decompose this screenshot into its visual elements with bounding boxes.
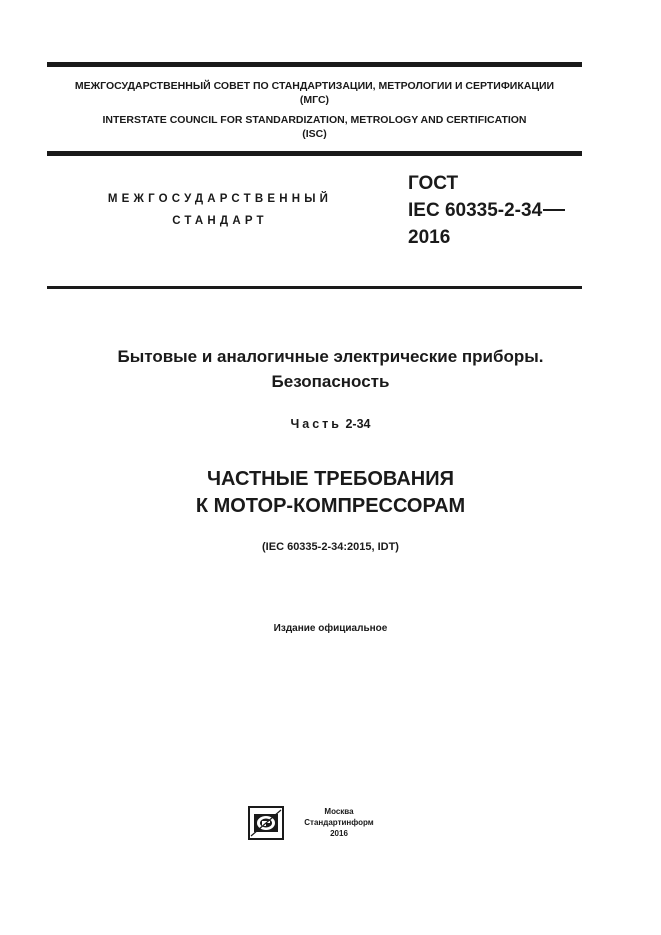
edition-label: Издание официальное (273, 623, 388, 634)
gost-designation (408, 170, 565, 251)
part-number: 2-34 (345, 417, 371, 431)
council-ru-abbr: (МГС) (299, 94, 330, 106)
standartinform-logo-icon (248, 806, 284, 840)
document-title (0, 344, 661, 394)
publisher-name: Стандартинформ (304, 818, 374, 827)
publisher-year: 2016 (330, 829, 348, 838)
header-rule (47, 151, 582, 156)
publisher-text (294, 806, 384, 839)
part-label (0, 415, 661, 433)
gost-prefix: ГОСТ (408, 173, 459, 194)
subtitle-line2: К МОТОР-КОМПРЕССОРАМ (195, 495, 466, 517)
top-rule (47, 62, 582, 67)
subtitle-line1: ЧАСТНЫЕ ТРЕБОВАНИЯ (207, 468, 454, 490)
gost-year: 2016 (408, 227, 451, 248)
part-word: Часть (290, 417, 342, 431)
publisher-city: Москва (324, 807, 354, 816)
council-en: INTERSTATE COUNCIL FOR STANDARDIZATION, METROLOGY AND CERTIFICATION (102, 114, 527, 126)
gost-number: IEC 60335-2-34 (408, 200, 543, 221)
publisher-block (248, 806, 398, 840)
standard-label (60, 188, 380, 232)
document-subtitle (0, 466, 661, 520)
title-line2: Безопасность (271, 372, 390, 391)
gost-number-row (408, 197, 565, 224)
standard-label-line2: СТАНДАРТ (172, 215, 268, 227)
title-line1: Бытовые и аналогичные электрические приборы. (117, 347, 544, 366)
council-header (47, 79, 582, 141)
gost-dash (543, 209, 565, 211)
council-en-abbr: (ISC) (302, 128, 327, 140)
iec-reference: (IEC 60335-2-34:2015, IDT) (262, 541, 399, 553)
standard-label-line1: МЕЖГОСУДАРСТВЕННЫЙ (107, 193, 333, 205)
council-ru: МЕЖГОСУДАРСТВЕННЫЙ СОВЕТ ПО СТАНДАРТИЗАЦИИ, МЕТРОЛОГИИ И СЕРТИФИКАЦИИ (74, 80, 555, 92)
designation-rule (47, 286, 582, 289)
